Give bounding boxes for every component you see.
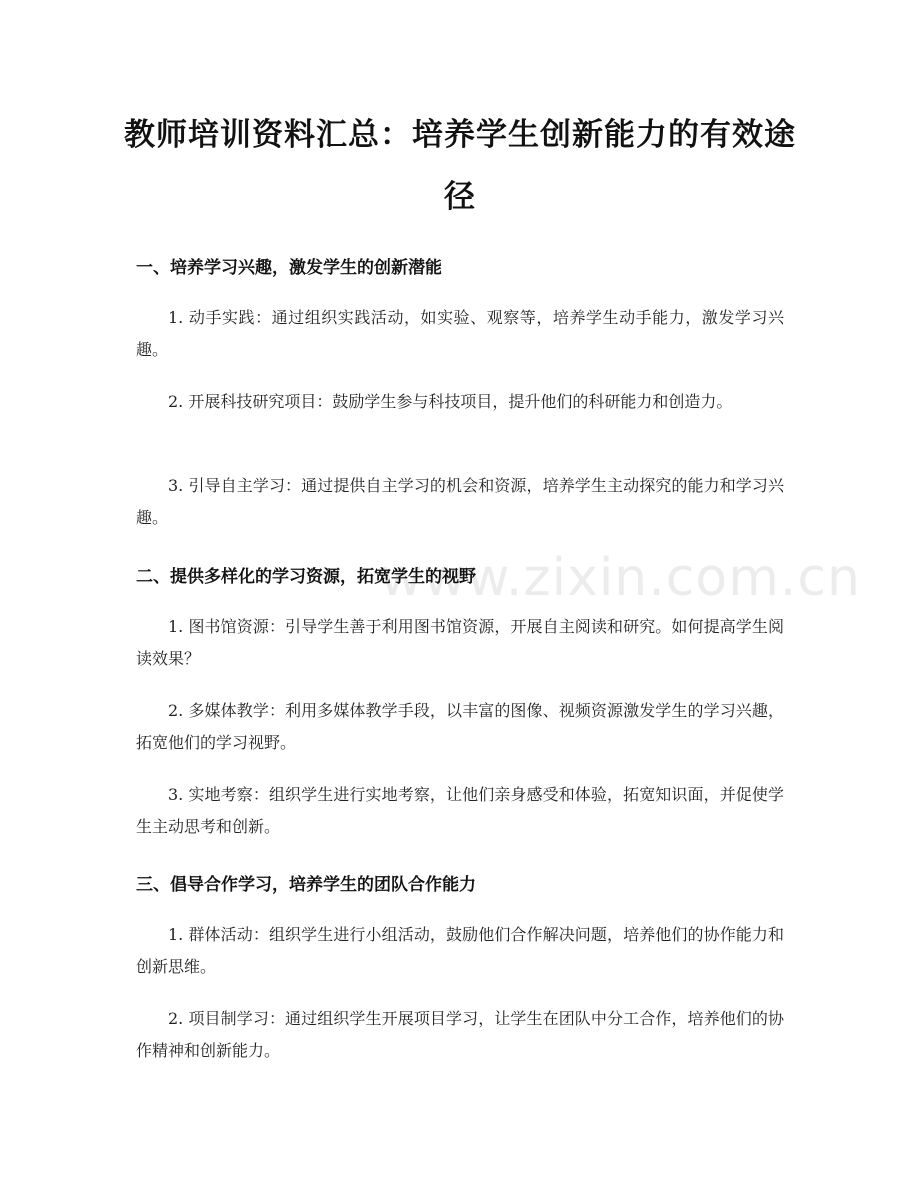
document-title: 教师培训资料汇总：培养学生创新能力的有效途径	[124, 117, 796, 215]
section-1-item-3: 3. 引导自主学习：通过提供自主学习的机会和资源，培养学生主动探究的能力和学习兴趣。	[136, 476, 784, 527]
watermark: www.zixin.com.cn	[380, 548, 861, 608]
section-3-item-1: 1. 群体活动：组织学生进行小组活动，鼓励他们合作解决问题，培养他们的协作能力和创新思维。	[136, 925, 784, 976]
section-heading-3: 三、倡导合作学习，培养学生的团队合作能力	[136, 875, 476, 895]
section-1-item-2: 2. 开展科技研究项目：鼓励学生参与科技项目，提升他们的科研能力和创造力。	[168, 392, 733, 411]
section-2-item-1: 1. 图书馆资源：引导学生善于利用图书馆资源，开展自主阅读和研究。如何提高学生阅读效果？	[136, 617, 784, 668]
section-3-item-2: 2. 项目制学习：通过组织学生开展项目学习，让学生在团队中分工合作，培养他们的协作精神和创新能力。	[136, 1009, 784, 1060]
section-2-item-3: 3. 实地考察：组织学生进行实地考察，让他们亲身感受和体验，拓宽知识面，并促使学生主动思考和创新。	[136, 785, 784, 836]
section-heading-1: 一、培养学习兴趣，激发学生的创新潜能	[136, 258, 442, 278]
section-1-item-1: 1. 动手实践：通过组织实践活动，如实验、观察等，培养学生动手能力，激发学习兴趣。	[136, 308, 784, 359]
section-heading-2: 二、提供多样化的学习资源，拓宽学生的视野	[136, 567, 476, 587]
section-2-item-2: 2. 多媒体教学：利用多媒体教学手段，以丰富的图像、视频资源激发学生的学习兴趣，拓宽他们的学习视野。	[136, 701, 784, 752]
